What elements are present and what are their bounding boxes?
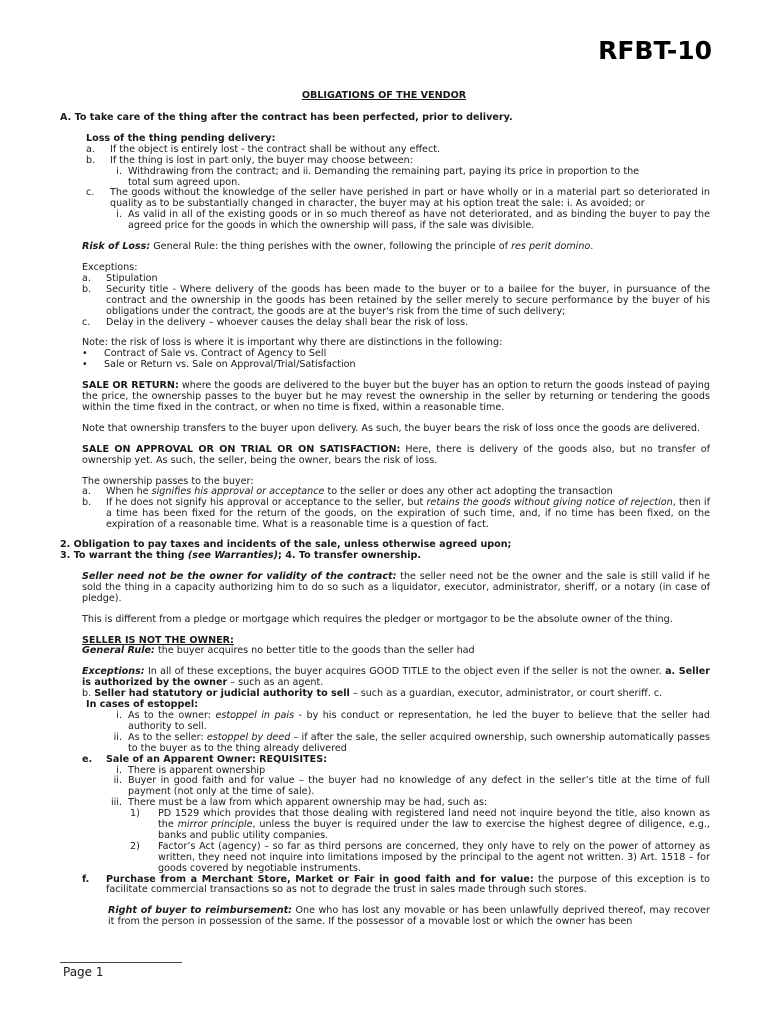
bullet-item: • Contract of Sale vs. Contract of Agency to Sell (82, 348, 327, 360)
sale-on-approval: SALE ON APPROVAL OR ON TRIAL OR ON SATISFACTION: Here, there is delivery of the goods also, but no transfer of ownership yet. As such, the seller, being the owner, bears the risk of loss. (82, 443, 710, 466)
sale-or-return: SALE OR RETURN: where the goods are delivered to the buyer but the buyer has an option to return the goods instead of paying the price, the ownership passes to the buyer but he may revest the ownership in the seller by returning or tendering the goods within the time fixed in the contract, or when no time is fixed, within a reasonable time. (82, 380, 710, 413)
right-to-reimbursement: Right of buyer to reimbursement: One who has lost any movable or has been unlawfully deprived thereof, may recover it from the person in possession of the same. If the possessor of a movable lost or which the owner has been (108, 905, 711, 928)
list-item: i. There is apparent ownership (116, 764, 266, 776)
apparent-owner-heading: e. Sale of an Apparent Owner: REQUISITES: (82, 753, 327, 765)
list-item: iii. There must be a law from which apparent ownership may be had, such as: (110, 797, 488, 809)
section-a-heading: A. To take care of the thing after the contract has been perfected, prior to delivery. (60, 112, 513, 123)
list-item: 1) PD 1529 which provides that those dealing with registered land need not inquire beyond the title, also known as the mirror principle, unless the buyer is required under the law to exercise the highest degree of diligence, e.g., banks and public utility companies. (130, 808, 710, 841)
seller-need-not-be-owner: Seller need not be the owner for validity of the contract: the seller need not be the owner and the sale is still valid if he sold the thing in a capacity authorizing him to do so such as a liquidator, executor, administrator, sheriff, or a notary (in case of pledge). (82, 570, 710, 604)
list-item: a. When he signifies his approval or acceptance to the seller or does any other act adopting the transaction (82, 486, 613, 498)
exception-b: b. Seller had statutory or judicial authority to sell – such as a guardian, executor, administrator, or court sheriff. c. (82, 688, 663, 700)
list-item: b. Security title - Where delivery of the goods has been made to the buyer or to a bailee for the buyer, in pursuance of the contract and the ownership in the goods has been retained by the seller merely to secure performance by the buyer of his obligations under the contract, the goods are at the buyer's risk from the time of such delivery; (82, 283, 710, 317)
exceptions-heading: Exceptions: (82, 261, 138, 273)
page-number: Page 1 (63, 965, 104, 979)
list-item: 2) Factor’s Act (agency) – so far as third persons are concerned, they only have to rely on the power of attorney as written, they need not inquire into limitations imposed by the principal to the agent not written. 3) Art. 1518 – for goods covered by negotiable instruments. (130, 840, 710, 874)
list-item: i. Withdrawing from the contract; and ii. Demanding the remaining part, paying its price in proportion to the total sum agreed upon. (116, 165, 640, 188)
list-item: ii. As to the seller: estoppel by deed – if after the sale, the seller acquired ownership, such ownership automatically passes to the buyer as to the thing already delivered (113, 731, 710, 754)
list-item: c. The goods without the knowledge of the seller have perished in part or have wholly or in a material part so deteriorated in quality as to be substantially changed in character, the buyer may at his option treat the sale: i. As avoided; or (86, 187, 710, 210)
list-item: i. As valid in all of the existing goods or in so much thereof as have not deteriorated, and as binding the buyer to pay the agreed price for the goods in which the ownership will pass, if the sale was divisible. (116, 209, 710, 232)
list-item: c. Delay in the delivery – whoever causes the delay shall bear the risk of loss. (82, 316, 469, 328)
section-3-heading: 3. To warrant the thing (see Warranties); 4. To transfer ownership. (60, 550, 421, 561)
section-2-heading: 2. Obligation to pay taxes and incidents of the sale, unless otherwise agreed upon; (60, 539, 512, 551)
document-body (60, 113, 710, 928)
ownership-note: Note that ownership transfers to the buyer upon delivery. As such, the buyer bears the risk of loss once the goods are delivered. (82, 422, 701, 434)
list-item: b. If he does not signify his approval or acceptance to the seller, but retains the goods without giving notice of rejection, then if a time has been fixed for the return of the goods, on the expiration of such time, and, if no time has been fixed, on the expiration of a reasonable time. What is a reasonable time is a question of fact. (82, 497, 710, 531)
ownership-passes-heading: The ownership passes to the buyer: (82, 475, 254, 487)
list-item: ii. Buyer in good faith and for value – the buyer had no knowledge of any defect in the seller’s title at the time of full payment (not only at the time of sale). (113, 775, 710, 798)
bullet-item: • Sale or Return vs. Sale on Approval/Trial/Satisfaction (82, 359, 356, 371)
risk-of-loss: Risk of Loss: General Rule: the thing perishes with the owner, following the principle of res perit domino. (82, 241, 594, 253)
merchant-store-exception: f. Purchase from a Merchant Store, Market or Fair in good faith and for value: the purpose of this exception is to facilitate commercial transactions so as not to degrade the trust in sales made through such stores. (82, 873, 710, 896)
list-item: a. Stipulation (82, 272, 158, 284)
seller-not-owner-heading: SELLER IS NOT THE OWNER: (82, 634, 234, 646)
general-rule: General Rule: the buyer acquires no better title to the goods than the seller had (82, 645, 475, 657)
document-code: RFBT-10 (598, 36, 712, 65)
footer-divider (60, 962, 182, 963)
exceptions-2: Exceptions: In all of these exceptions, the buyer acquires GOOD TITLE to the object even if the seller is not the owner. a. Seller is authorized by the owner – such as an agent. (82, 666, 710, 689)
list-item: a. If the object is entirely lost - the contract shall be without any effect. (86, 143, 441, 155)
list-item: i. As to the owner: estoppel in pais - by his conduct or representation, he led the buyer to believe that the seller had authority to sell. (116, 709, 710, 732)
page-title: OBLIGATIONS OF THE VENDOR (301, 90, 467, 101)
loss-heading: Loss of the thing pending delivery: (86, 132, 276, 144)
estoppel-heading: In cases of estoppel: (86, 699, 199, 711)
note-text: Note: the risk of loss is where it is important why there are distinctions in the following: (82, 337, 503, 349)
list-item: b. If the thing is lost in part only, the buyer may choose between: (86, 154, 413, 166)
pledge-note: This is different from a pledge or mortgage which requires the pledger or mortgagor to be the absolute owner of the thing. (82, 613, 673, 625)
